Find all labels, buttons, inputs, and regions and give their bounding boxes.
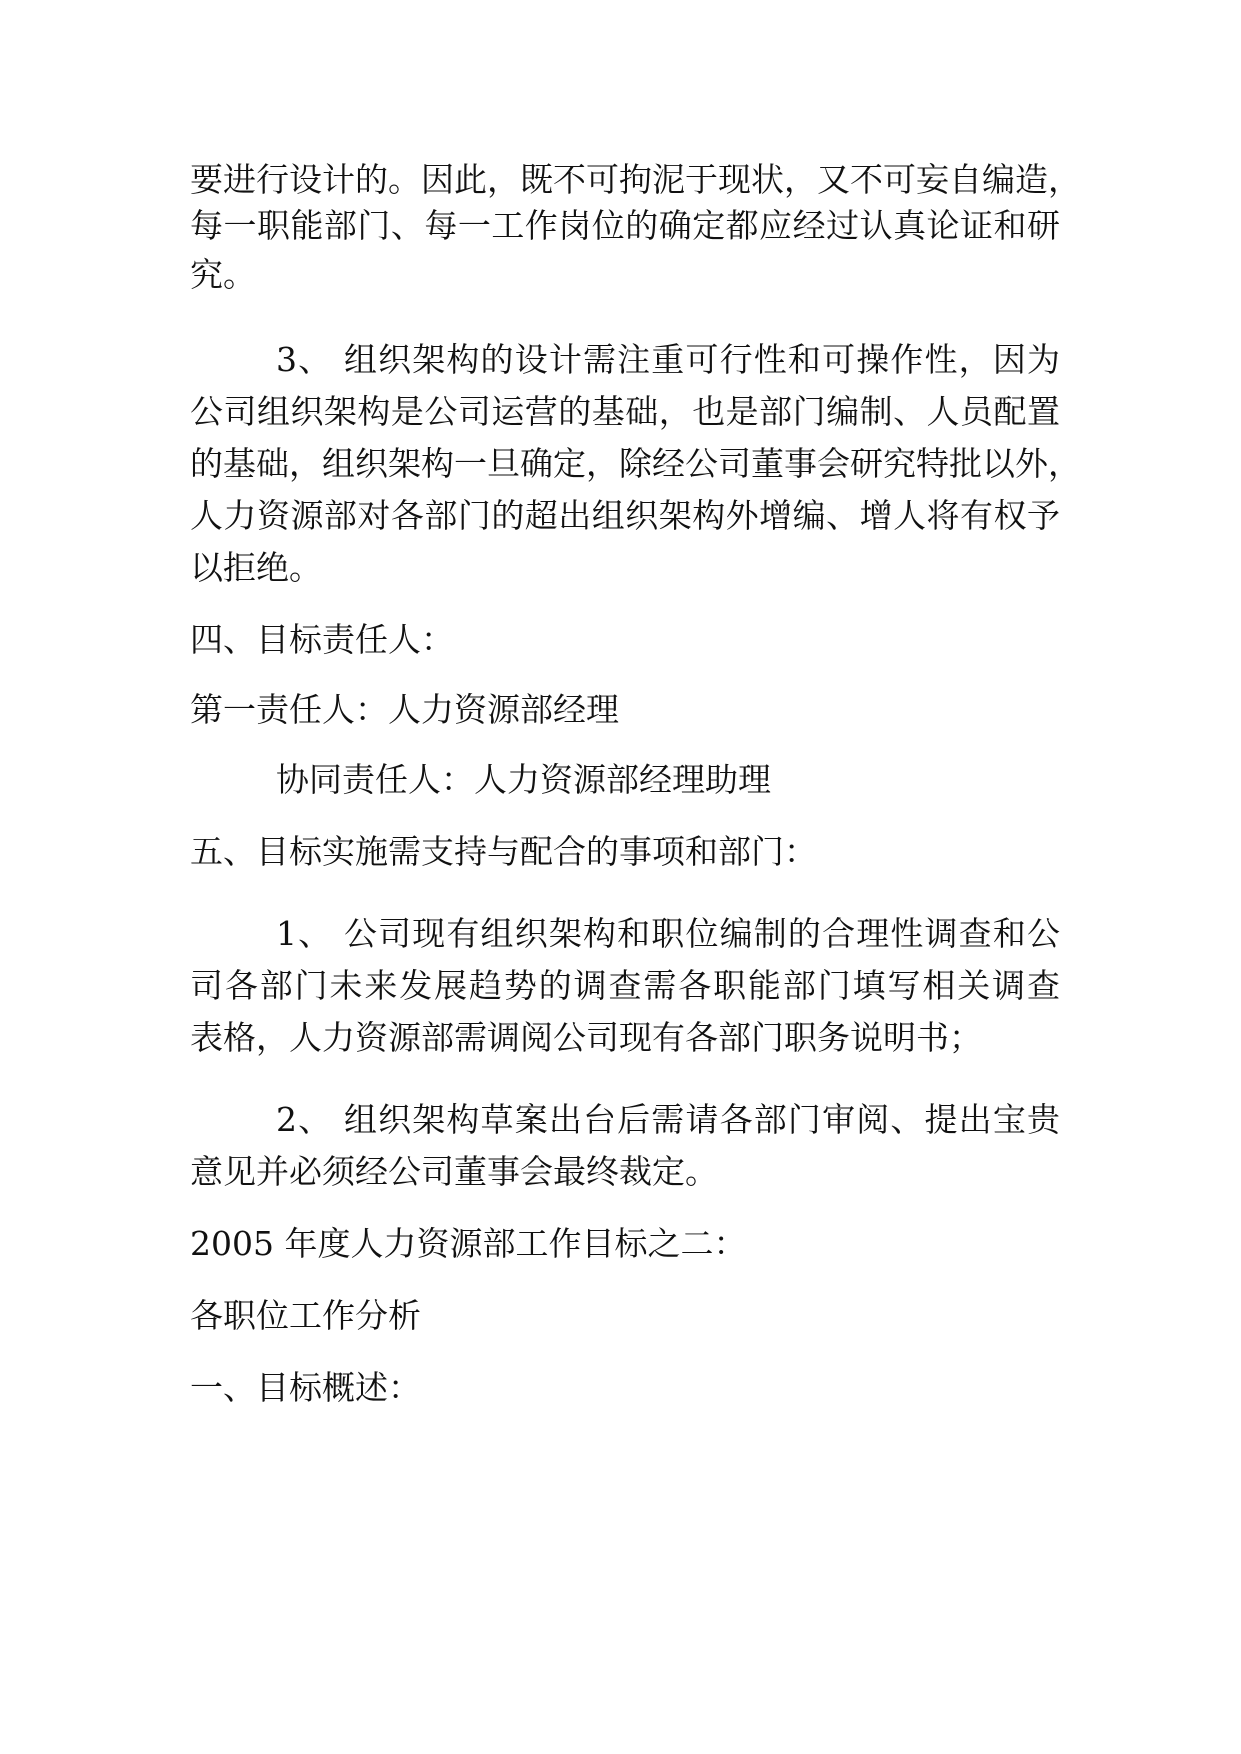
paragraph-line: 人力资源部对各部门的超出组织架构外增编、增人将有权予 [190, 496, 1060, 535]
primary-responsible-person: 第一责任人：人力资源部经理 [190, 690, 619, 729]
paragraph-line: 意见并必须经公司董事会最终裁定。 [190, 1152, 718, 1191]
paragraph-line: 的基础，组织架构一旦确定，除经公司董事会研究特批以外， [190, 444, 1081, 483]
assistant-responsible-person: 协同责任人：人力资源部经理助理 [276, 760, 771, 799]
paragraph-line: 要进行设计的。因此，既不可拘泥于现状，又不可妄自编造， [190, 160, 1081, 199]
paragraph-line: 司各部门未来发展趋势的调查需各职能部门填写相关调查 [190, 966, 1060, 1005]
work-target-title: 各职位工作分析 [190, 1296, 421, 1335]
numbered-item-2: 2、 组织架构草案出台后需请各部门审阅、提出宝贵 [276, 1100, 1060, 1139]
paragraph-line: 究。 [190, 255, 256, 294]
section-heading-1: 一、目标概述： [190, 1368, 421, 1407]
paragraph-line: 以拒绝。 [190, 548, 322, 587]
paragraph-line: 表格，人力资源部需调阅公司现有各部门职务说明书； [190, 1018, 982, 1057]
paragraph-line: 公司组织架构是公司运营的基础，也是部门编制、人员配置 [190, 392, 1060, 431]
paragraph-line: 每一职能部门、每一工作岗位的确定都应经过认真论证和研 [190, 206, 1060, 245]
section-heading-4: 四、目标责任人： [190, 620, 454, 659]
numbered-item-3: 3、 组织架构的设计需注重可行性和可操作性，因为 [276, 340, 1060, 379]
section-heading-5: 五、目标实施需支持与配合的事项和部门： [190, 832, 817, 871]
numbered-item-1: 1、 公司现有组织架构和职位编制的合理性调查和公 [276, 914, 1060, 953]
work-target-heading: 2005 年度人力资源部工作目标之二： [190, 1224, 747, 1263]
